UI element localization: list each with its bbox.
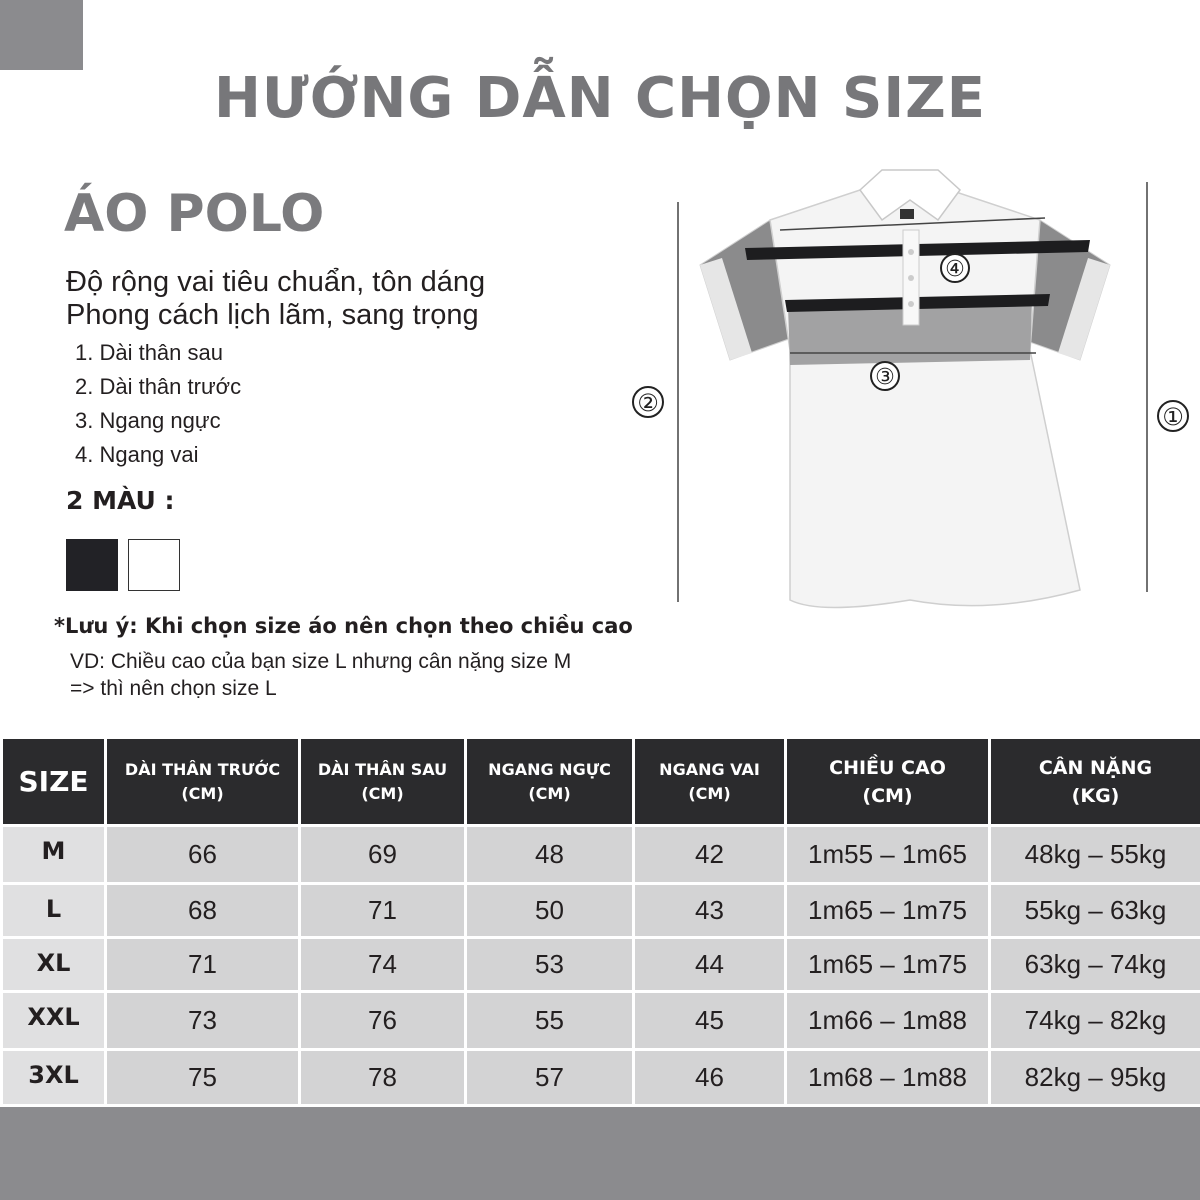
table-cell: 57	[466, 1050, 634, 1106]
table-cell: 1m68 – 1m88	[786, 1050, 990, 1106]
measurement-item: 3. Ngang ngực	[75, 408, 221, 433]
column-header-back-length: DÀI THÂN SAU (CM)	[300, 738, 466, 826]
corner-decoration	[0, 0, 83, 70]
product-description-line: Độ rộng vai tiêu chuẩn, tôn dáng	[66, 266, 486, 298]
marker-3: ③	[875, 365, 895, 390]
table-cell: 55	[466, 992, 634, 1050]
table-cell: 44	[634, 938, 786, 992]
marker-2: ②	[637, 389, 659, 417]
table-cell: 75	[106, 1050, 300, 1106]
table-cell: 76	[300, 992, 466, 1050]
measurement-item: 1. Dài thân sau	[75, 340, 223, 365]
table-cell: 48	[466, 826, 634, 884]
table-cell: 78	[300, 1050, 466, 1106]
marker-1: ①	[1162, 403, 1184, 431]
size-cell: XL	[2, 938, 106, 992]
column-header-height: CHIỀU CAO (CM)	[786, 738, 990, 826]
size-note: *Lưu ý: Khi chọn size áo nên chọn theo chiều cao	[54, 614, 633, 638]
table-cell: 1m65 – 1m75	[786, 938, 990, 992]
size-example-line: => thì nên chọn size L	[70, 677, 277, 700]
page-title: HƯỚNG DẪN CHỌN SIZE	[213, 66, 987, 131]
table-cell: 69	[300, 826, 466, 884]
table-cell: 42	[634, 826, 786, 884]
table-cell: 55kg – 63kg	[990, 884, 1200, 938]
footer-band	[0, 1107, 1200, 1200]
table-header-row	[2, 738, 1200, 826]
size-cell: L	[2, 884, 106, 938]
measurement-item: 2. Dài thân trước	[75, 374, 242, 399]
table-cell: 46	[634, 1050, 786, 1106]
table-row	[2, 826, 1200, 884]
size-example-line: VD: Chiều cao của bạn size L nhưng cân nặng size M	[70, 650, 572, 673]
color-swatch-black[interactable]	[66, 539, 118, 591]
table-cell: 1m55 – 1m65	[786, 826, 990, 884]
measurement-item: 4. Ngang vai	[75, 442, 199, 467]
column-header-size: SIZE	[2, 738, 106, 826]
table-cell: 53	[466, 938, 634, 992]
column-header-chest: NGANG NGỰC (CM)	[466, 738, 634, 826]
table-row	[2, 1050, 1200, 1106]
column-header-front-length: DÀI THÂN TRƯỚC (CM)	[106, 738, 300, 826]
size-cell: M	[2, 826, 106, 884]
table-cell: 43	[634, 884, 786, 938]
table-cell: 82kg – 95kg	[990, 1050, 1200, 1106]
table-cell: 1m65 – 1m75	[786, 884, 990, 938]
table-cell: 71	[106, 938, 300, 992]
table-cell: 50	[466, 884, 634, 938]
product-title: ÁO POLO	[64, 184, 325, 244]
size-chart-table	[0, 736, 1200, 1107]
table-cell: 71	[300, 884, 466, 938]
table-cell: 48kg – 55kg	[990, 826, 1200, 884]
table-row	[2, 938, 1200, 992]
marker-4: ④	[945, 257, 965, 282]
table-cell: 63kg – 74kg	[990, 938, 1200, 992]
table-cell: 66	[106, 826, 300, 884]
measurement-list	[75, 338, 241, 474]
column-header-shoulder: NGANG VAI (CM)	[634, 738, 786, 826]
product-description-line: Phong cách lịch lãm, sang trọng	[66, 299, 479, 331]
table-row	[2, 992, 1200, 1050]
table-cell: 45	[634, 992, 786, 1050]
table-cell: 73	[106, 992, 300, 1050]
colors-label: 2 MÀU :	[66, 486, 175, 515]
column-header-weight: CÂN NẶNG (KG)	[990, 738, 1200, 826]
table-row	[2, 884, 1200, 938]
polo-shirt-diagram	[620, 160, 1200, 620]
table-cell: 1m66 – 1m88	[786, 992, 990, 1050]
table-cell: 74	[300, 938, 466, 992]
size-cell: 3XL	[2, 1050, 106, 1106]
table-cell: 74kg – 82kg	[990, 992, 1200, 1050]
table-cell: 68	[106, 884, 300, 938]
size-cell: XXL	[2, 992, 106, 1050]
color-swatch-white[interactable]	[128, 539, 180, 591]
